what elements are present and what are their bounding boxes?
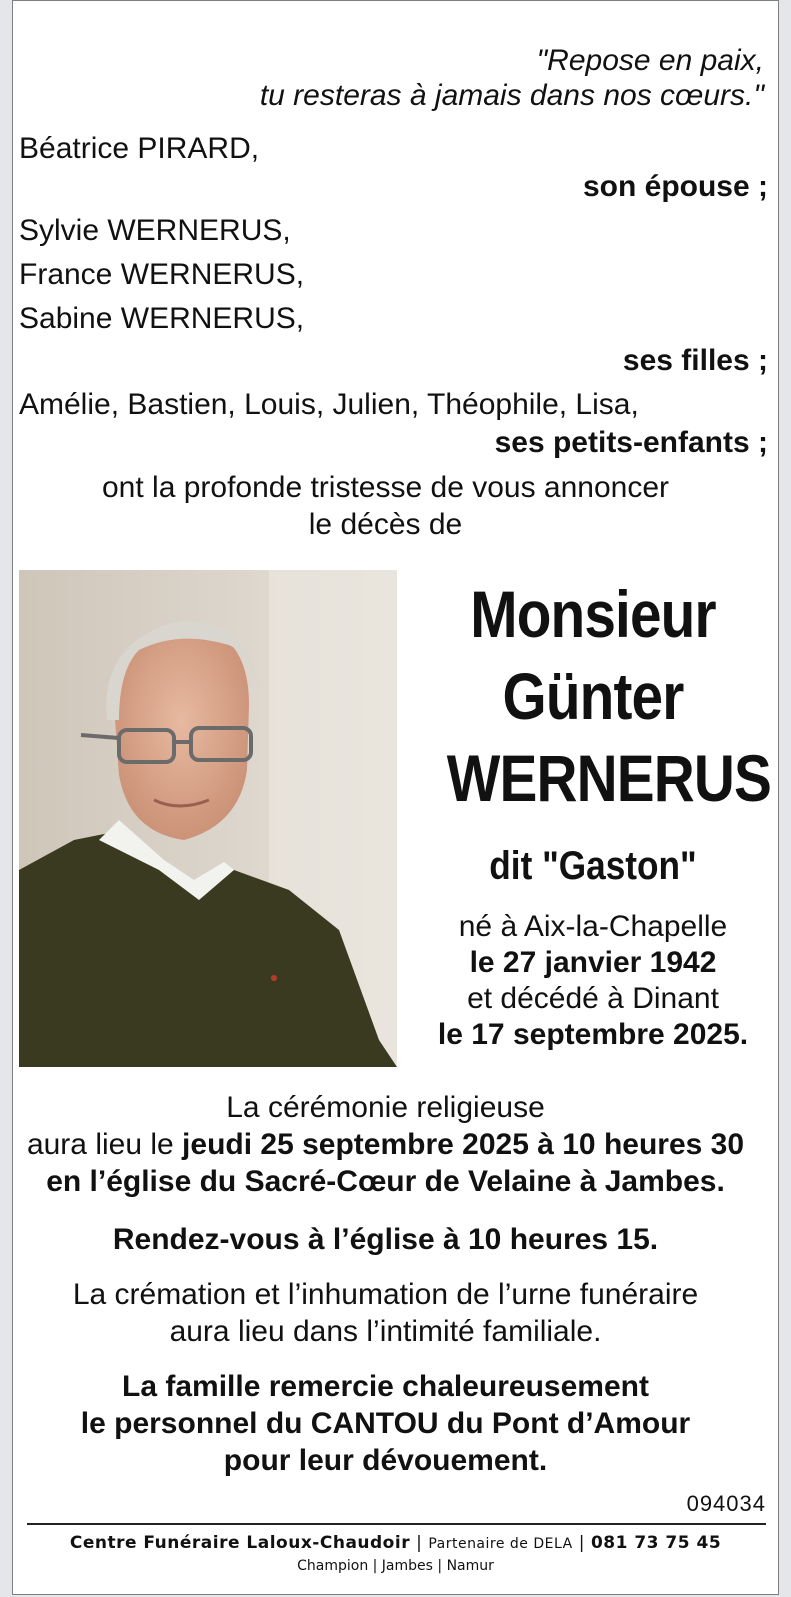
birth-date: le 27 janvier 1942 xyxy=(469,946,717,979)
epigraph-line-2: tu resteras à jamais dans nos cœurs." xyxy=(259,79,764,112)
portrait-illustration xyxy=(19,570,397,1067)
daughters-role: ses filles ; xyxy=(622,344,768,377)
epigraph-line-1: "Repose en paix, xyxy=(536,44,764,77)
thanks-line-2: le personnel du CANTOU du Pont d’Amour xyxy=(80,1407,691,1440)
epigraph xyxy=(260,43,764,113)
death-date: le 17 septembre 2025. xyxy=(437,1018,749,1051)
funeral-home-info xyxy=(13,1533,778,1553)
reference-number: 094034 xyxy=(686,1491,766,1516)
portrait-photo xyxy=(19,570,397,1067)
grandchildren-role: ses petits-enfants ; xyxy=(494,426,768,459)
funeral-home-name: Centre Funéraire Laloux-Chaudoir xyxy=(69,1533,411,1553)
obituary-card xyxy=(12,0,779,1595)
death-place: et décédé à Dinant xyxy=(467,982,719,1015)
separator: | xyxy=(578,1533,585,1553)
deceased-last-name: WERNERUS xyxy=(446,741,772,815)
deceased-nickname: dit "Gaston" xyxy=(489,844,697,888)
footer-divider xyxy=(27,1523,766,1525)
daughter-3: Sabine WERNERUS, xyxy=(19,302,305,335)
announcement-line-2: le décès de xyxy=(308,508,463,541)
deceased-block xyxy=(423,573,772,1053)
ceremony-line-1: La cérémonie religieuse xyxy=(226,1091,545,1124)
cremation-line-2: aura lieu dans l’intimité familiale. xyxy=(169,1315,602,1348)
ceremony-date-time: jeudi 25 septembre 2025 à 10 heures 30 xyxy=(182,1128,745,1161)
daughter-1: Sylvie WERNERUS, xyxy=(19,214,291,247)
thanks-line-1: La famille remercie chaleureusement xyxy=(122,1370,649,1403)
spouse-role: son épouse ; xyxy=(582,170,768,203)
birth-place: né à Aix-la-Chapelle xyxy=(458,910,728,943)
funeral-home-phone: 081 73 75 45 xyxy=(590,1533,722,1553)
deceased-title: Monsieur xyxy=(470,577,716,651)
daughter-2: France WERNERUS, xyxy=(19,258,305,291)
announcement-line-1: ont la profonde tristesse de vous annoncer xyxy=(101,471,670,504)
ceremony-location: en l’église du Sacré-Cœur de Velaine à Jambes. xyxy=(46,1165,725,1198)
ceremony-line-2-prefix: aura lieu le xyxy=(26,1128,183,1161)
separator: | xyxy=(416,1533,423,1553)
thanks-line-3: pour leur dévouement. xyxy=(223,1444,548,1477)
ceremony-line-2 xyxy=(13,1127,758,1163)
meeting-time: Rendez-vous à l’église à 10 heures 15. xyxy=(112,1223,659,1256)
grandchildren-names: Amélie, Bastien, Louis, Julien, Théophile, Lisa, xyxy=(19,388,639,421)
cremation-line-1: La crémation et l’inhumation de l’urne funéraire xyxy=(72,1278,699,1311)
spouse-name: Béatrice PIRARD, xyxy=(19,132,260,165)
deceased-first-name: Günter xyxy=(502,659,684,733)
funeral-home-locations: Champion | Jambes | Namur xyxy=(297,1558,494,1574)
partner-label: Partenaire de DELA xyxy=(428,1536,573,1552)
